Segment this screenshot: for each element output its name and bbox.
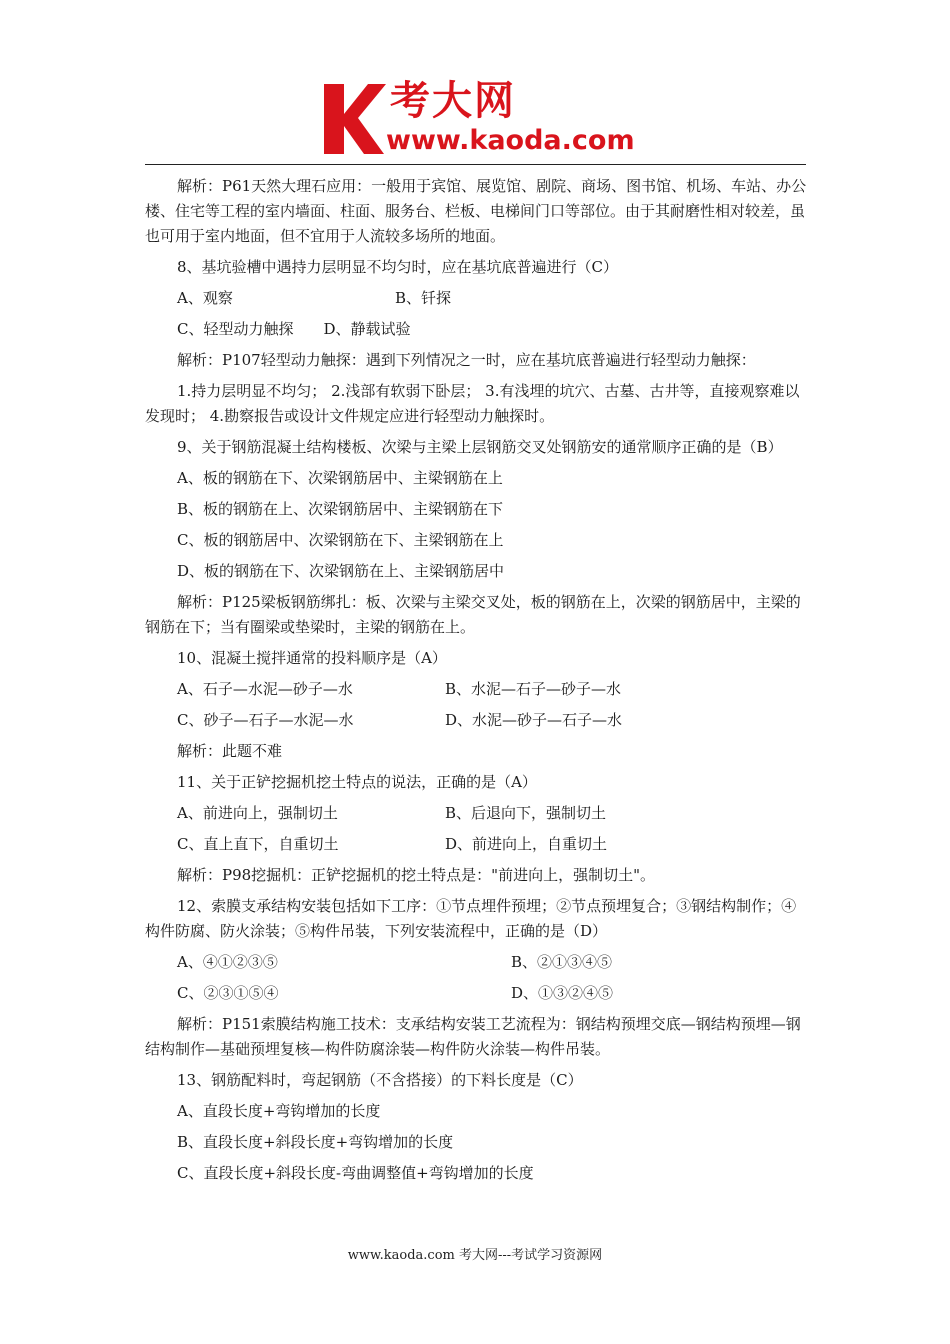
analysis-q10: 解析：此题不难	[177, 742, 283, 760]
option-d: D、前进向上，自重切土	[445, 835, 608, 853]
option-a: A、④①②③⑤	[177, 953, 278, 971]
analysis-q8: 解析：P107轻型动力触探：遇到下列情况之一时，应在基坑底普遍进行轻型动力触探：	[177, 351, 756, 369]
logo-chinese-name: 考大网	[390, 78, 516, 124]
option-c: C、直段长度+斜段长度-弯曲调整值+弯钩增加的长度	[177, 1164, 534, 1182]
option-a: A、观察	[177, 289, 233, 307]
option-b: B、水泥—石子—砂子—水	[445, 680, 622, 698]
option-b: B、直段长度+斜段长度+弯钩增加的长度	[177, 1133, 454, 1151]
option-a: A、前进向上，强制切土	[177, 804, 338, 822]
options-cd: C、轻型动力触探 D、静载试验	[177, 320, 411, 338]
options-row	[145, 950, 809, 975]
question-11: 11、关于正铲挖掘机挖土特点的说法，正确的是（A）	[177, 773, 537, 791]
option-d: D、板的钢筋在下、次梁钢筋在上、主梁钢筋居中	[177, 562, 505, 580]
question-9: 9、关于钢筋混凝土结构楼板、次梁与主梁上层钢筋交叉处钢筋安的通常顺序正确的是（B）	[177, 438, 783, 456]
option-a: A、直段长度+弯钩增加的长度	[177, 1102, 381, 1120]
option-c: C、砂子—石子—水泥—水	[177, 711, 354, 729]
option-d: D、①③②④⑤	[511, 984, 614, 1002]
analysis-q11: 解析：P98挖掘机：正铲挖掘机的挖土特点是："前进向上，强制切土"。	[177, 866, 655, 884]
question-12: 12、索膜支承结构安装包括如下工序：①节点埋件预埋；②节点预埋复合；③钢结构制作；④构件防腐、防火涂装；⑤构件吊装，下列安装流程中，正确的是（D）	[145, 897, 797, 940]
header-divider	[145, 164, 806, 165]
options-row	[145, 981, 809, 1006]
option-c: C、②③①⑤④	[177, 984, 279, 1002]
analysis-q12: 解析：P151索膜结构施工技术：支承结构安装工艺流程为：钢结构预埋交底—钢结构预埋—钢结构制作—基础预埋复核—构件防腐涂装—构件防火涂装—构件吊装。	[145, 1015, 801, 1058]
analysis-q7: 解析：P61天然大理石应用：一般用于宾馆、展览馆、剧院、商场、图书馆、机场、车站、办公楼、住宅等工程的室内墙面、柱面、服务台、栏板、电梯间门口等部位。由于其耐磨性相对较差，虽也可用于室内地面，但不宜用于人流较多场所的地面。	[145, 177, 807, 245]
option-c: C、板的钢筋居中、次梁钢筋在下、主梁钢筋在上	[177, 531, 504, 549]
logo-k-mark-icon	[318, 80, 388, 156]
options-row	[145, 801, 809, 826]
page-footer: www.kaoda.com 考大网---考试学习资源网	[347, 1248, 603, 1263]
logo-url: www.kaoda.com	[386, 125, 635, 156]
question-8: 8、基坑验槽中遇持力层明显不均匀时，应在基坑底普遍进行（C）	[177, 258, 619, 276]
options-row	[145, 708, 809, 733]
option-c: C、直上直下，自重切土	[177, 835, 339, 853]
option-b: B、后退向下，强制切土	[445, 804, 607, 822]
options-row	[145, 286, 809, 311]
option-d: D、水泥—砂子—石子—水	[445, 711, 623, 729]
analysis-q9: 解析：P125梁板钢筋绑扎：板、次梁与主梁交叉处，板的钢筋在上，次梁的钢筋居中，主梁的钢筋在下；当有圈梁或垫梁时，主梁的钢筋在上。	[145, 593, 801, 636]
question-10: 10、混凝土搅拌通常的投料顺序是（A）	[177, 649, 447, 667]
options-row	[145, 677, 809, 702]
option-a: A、石子—水泥—砂子—水	[177, 680, 353, 698]
analysis-q8-list: 1.持力层明显不均匀； 2.浅部有软弱下卧层； 3.有浅埋的坑穴、古墓、古井等，直接观察难以发现时； 4.勘察报告或设计文件规定应进行轻型动力触探时。	[145, 382, 800, 425]
document-body	[145, 174, 809, 1192]
options-row	[145, 832, 809, 857]
option-a: A、板的钢筋在下、次梁钢筋居中、主梁钢筋在上	[177, 469, 503, 487]
option-b: B、钎探	[395, 289, 452, 307]
kaoda-logo	[318, 80, 638, 160]
option-b: B、板的钢筋在上、次梁钢筋居中、主梁钢筋在下	[177, 500, 504, 518]
option-b: B、②①③④⑤	[511, 953, 613, 971]
question-13: 13、钢筋配料时，弯起钢筋（不含搭接）的下料长度是（C）	[177, 1071, 583, 1089]
